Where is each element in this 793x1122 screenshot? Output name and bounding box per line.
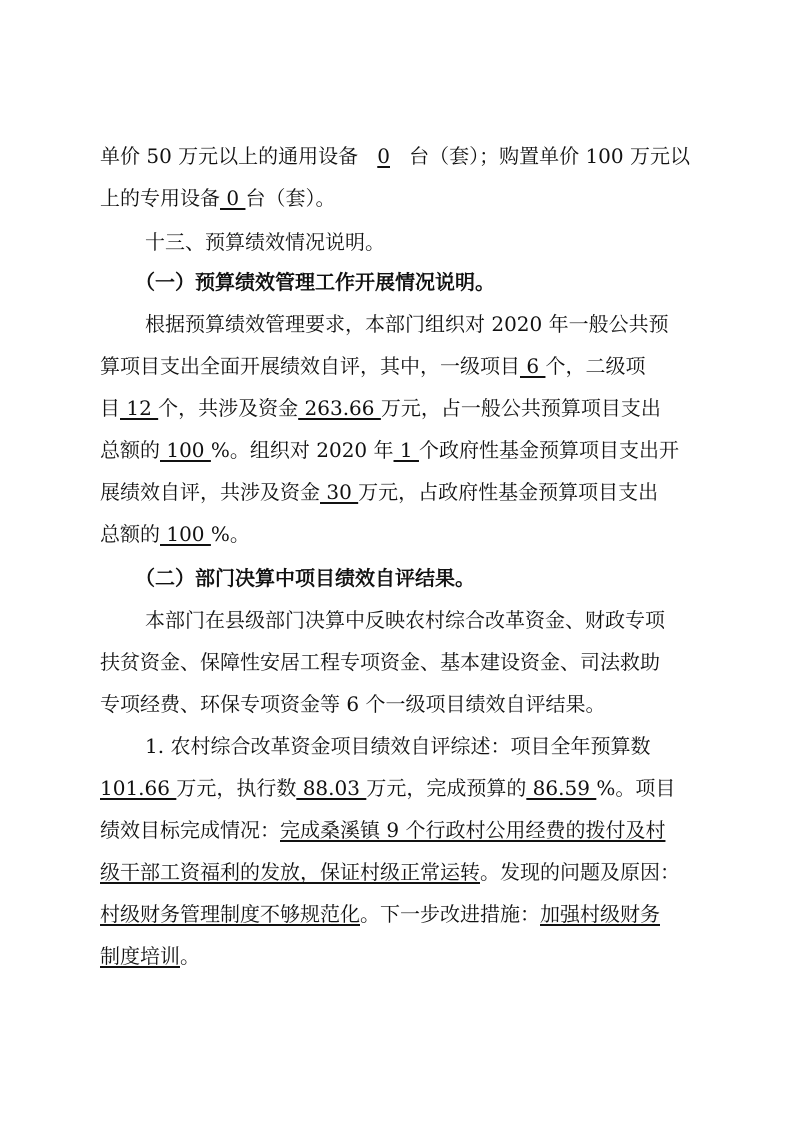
text-segment: 总额的 [100, 438, 160, 462]
text-segment: 个，共涉及资金 [158, 396, 299, 420]
text-segment: 个，二级项 [545, 354, 646, 378]
underlined-value: 12 [120, 396, 159, 420]
text-segment: 1. 农村综合改革资金项目绩效自评综述：项目全年预算数 [145, 734, 651, 758]
underlined-value: 6 [520, 354, 546, 378]
text-segment: %。项目 [596, 776, 676, 800]
underlined-value: 加强村级财务 [540, 902, 660, 926]
paragraph-line [100, 436, 700, 464]
text-segment: 目 [100, 396, 120, 420]
paragraph-line [100, 858, 700, 886]
underlined-value: 88.03 [296, 776, 367, 800]
paragraph-line [100, 774, 700, 802]
section-heading [145, 228, 745, 256]
text-segment: 单价 50 万元以上的通用设备 [100, 144, 359, 168]
text-segment: 算项目支出全面开展绩效自评，其中，一级项目 [100, 354, 520, 378]
paragraph-line [100, 900, 700, 928]
text-segment: 。 [180, 944, 200, 968]
underlined-value: 级干部工资福利的发放，保证村级正常运转 [100, 860, 480, 884]
text-segment: 台（套）；购置单价 100 万元以 [409, 144, 690, 168]
text-segment: 绩效目标完成情况： [100, 818, 280, 842]
underlined-value: 1 [393, 438, 419, 462]
paragraph-line [100, 352, 700, 380]
text-segment: 本部门在县级部门决算中反映农村综合改革资金、财政专项 [145, 608, 665, 632]
paragraph-line [145, 732, 685, 760]
subsection-heading [135, 268, 735, 296]
text-segment: 展绩效自评，共涉及资金 [100, 480, 320, 504]
paragraph-line [100, 478, 700, 506]
paragraph-line [100, 142, 690, 170]
underlined-value: 30 [320, 480, 359, 504]
underlined-value: 100 [160, 438, 211, 462]
underlined-value: 制度培训 [100, 944, 180, 968]
paragraph-line [100, 942, 700, 970]
text-segment: 万元，执行数 [176, 776, 297, 800]
paragraph-line [100, 184, 700, 212]
text-segment: 根据预算绩效管理要求，本部门组织对 2020 年一般公共预 [145, 312, 669, 336]
text-segment: 总额的 [100, 522, 160, 546]
paragraph-line [100, 816, 700, 844]
text-segment: %。组织对 2020 年 [210, 438, 394, 462]
text-segment: 万元，占一般公共预算项目支出 [380, 396, 661, 420]
underlined-value: 100 [160, 522, 211, 546]
underlined-value: 完成桑溪镇 9 个行政村公用经费的拨付及村 [280, 818, 666, 842]
text-segment: %。 [210, 522, 250, 546]
underlined-value: 263.66 [298, 396, 381, 420]
paragraph-line [100, 648, 700, 676]
text-segment: 专项经费、环保专项资金等 6 个一级项目绩效自评结果。 [100, 692, 606, 716]
heading-text: （二）部门决算中项目绩效自评结果。 [135, 566, 475, 590]
underlined-value: 0 [220, 186, 246, 210]
heading-text: （一）预算绩效管理工作开展情况说明。 [135, 270, 495, 294]
text-segment: 。发现的问题及原因： [480, 860, 680, 884]
underlined-value: 0 [377, 144, 390, 168]
text-segment: 扶贫资金、保障性安居工程专项资金、基本建设资金、司法救助 [100, 650, 660, 674]
text-segment: 个政府性基金预算项目支出开 [418, 438, 679, 462]
paragraph-line [145, 606, 685, 634]
underlined-value: 村级财务管理制度不够规范化 [100, 902, 360, 926]
paragraph-line [145, 310, 685, 338]
paragraph-line [100, 520, 700, 548]
paragraph-line [100, 394, 700, 422]
underlined-value: 86.59 [526, 776, 597, 800]
text-segment: 上的专用设备 [100, 186, 220, 210]
text-segment: 万元，完成预算的 [366, 776, 527, 800]
subsection-heading [135, 564, 735, 592]
text-segment: 万元，占政府性基金预算项目支出 [358, 480, 659, 504]
paragraph-line [100, 690, 700, 718]
text-segment: 台（套）。 [245, 186, 336, 210]
underlined-value: 101.66 [100, 776, 177, 800]
text-segment: 。下一步改进措施： [360, 902, 540, 926]
heading-text: 十三、预算绩效情况说明。 [145, 230, 385, 254]
